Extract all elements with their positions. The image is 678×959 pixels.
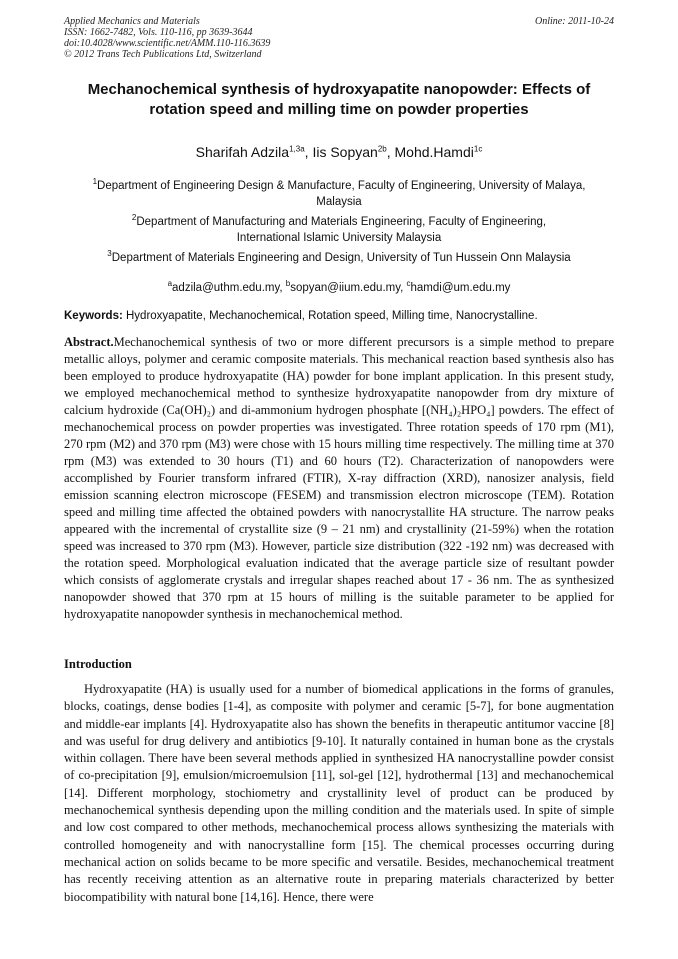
keywords-text: Hydroxyapatite, Mechanochemical, Rotation speed, Milling time, Nanocrystalline.: [126, 310, 538, 322]
affiliation-superscript: 3: [107, 249, 112, 259]
abstract-label: Abstract.: [64, 335, 114, 349]
affiliation-text: Department of Manufacturing and Materials Engineering, Faculty of Engineering,: [136, 216, 547, 228]
affiliation-2: [60, 214, 618, 246]
email-link[interactable]: adzila@uthm.edu.my: [172, 282, 280, 294]
author-superscript: 1,3a: [289, 144, 305, 154]
author-list: Sharifah Adzila$^{1,3a}$, Iis Sopyan$^{2b}$, Mohd.Hamdi$^{1c}$: [195, 144, 483, 160]
affiliation-3: [60, 250, 618, 266]
affiliation-text: Malaysia: [316, 196, 362, 208]
email-superscript: b: [285, 279, 291, 289]
copyright-line: © 2012 Trans Tech Publications Ltd, Switzerland: [64, 49, 262, 60]
affiliation-text: Department of Engineering Design & Manufacture, Faculty of Engineering, University of Malaya,: [97, 180, 586, 192]
keywords-label: Keywords:: [64, 310, 123, 322]
running-header: [64, 16, 270, 60]
email-link[interactable]: hamdi@um.edu.my: [410, 282, 511, 294]
doi-line: doi:10.4028/www.scientific.net/AMM.110-116.3639: [64, 38, 271, 49]
email-superscript: c: [406, 279, 411, 289]
affiliation-text: International Islamic University Malaysia: [236, 232, 442, 244]
issn-line: ISSN: 1662-7482, Vols. 110-116, pp 3639-3644: [64, 27, 253, 38]
paper-title: [60, 80, 618, 120]
introduction-heading: Introduction: [64, 657, 132, 671]
affiliation-superscript: 2: [131, 213, 137, 223]
author-name: Sharifah Adzila: [195, 144, 290, 160]
email-list: $^a$adzila@uthm.edu.my, $^b$sopyan@iium.edu.my, $^c$hamdi@um.edu.my: [167, 279, 511, 294]
introduction-text: Hydroxyapatite (HA) is usually used for a number of biomedical applications in the forms of granules, blocks, coatings, dense bodies [1-4], as composite with polymer and ceramic [5-7], for bone augmentation and middle-ear implants [4]. Hydroxyapatite also has shown the benefits in therapeutic antitumor vaccine [8] and was useful for drug delivery and antibiotics [9-10]. It naturally contained in human bone as the crystals within collagen. There have been several methods applied in synthesized HA nanocrystalline powder consist of co-precipitation [9], emulsion/microemulsion [11], sol-gel [12], hydrothermal [13] and mechanochemical [14]. Different morphology, stochiometry and crystallinity level of product can be produced by mechanochemical synthesis depending upon the milling condition and the materials used. In spite of simple and low cost compared to other methods, mechanochemical process allows synthesizing the materials with controlled homogeneity and with nanocrystalline form [15]. The chemical processes occurring during mechanical action on solids became to be more specific and versatile. Besides, mechanochemical treatment has recently receiving attention as an alternative route in preparing materials characterized by better biocompatibility with natural bone [14,16]. Hence, there were: [64, 682, 614, 904]
online-date: Online: 2011-10-24: [535, 16, 614, 27]
author-name: Iis Sopyan: [312, 144, 378, 160]
author-superscript: 1c: [473, 144, 483, 154]
author-name: Mohd.Hamdi: [394, 144, 474, 160]
title-line-1: Mechanochemical synthesis of hydroxyapatite nanopowder: Effects of: [87, 81, 591, 98]
author-superscript: 2b: [377, 144, 387, 154]
affiliation-text: Department of Materials Engineering and Design, University of Tun Hussein Onn Malaysia: [111, 252, 571, 264]
title-line-2: rotation speed and milling time on powder properties: [149, 101, 529, 118]
email-superscript: a: [167, 279, 173, 289]
email-link[interactable]: sopyan@iium.edu.my: [290, 282, 401, 294]
affiliation-1: [60, 178, 618, 210]
abstract-text: Mechanochemical synthesis of two or more different precursors is a simple method to prepare metallic alloys, polymer and ceramic composite materials. This mechanical reaction based synthesis also has been employed to produce hydroxyapatite (HA) powder for bone implant application. In this present study, we employed mechanochemical method to synthesize hydroxyapatite nanopowder from dry mixture of calcium hydroxide (Ca(OH)₂) and di-ammonium hydrogen phosphate [(NH₄)₂HPO₄] powders. The effect of mechanochemical process on powder properties was investigated. Three rotation speeds of 170 rpm (M1), 270 rpm (M2) and 370 rpm (M3) were chose with 15 hours milling time respectively. The milling time at 370 rpm (M3) was extended to 30 hours (T1) and 60 hours (T2). Characterization of nanopowders were accomplished by Fourier transform infrared (FTIR), X-ray diffraction (XRD), nanosizer analysis, field emission scanning electron microscope (FESEM) and transmission electron microscope (TEM). Rotation speed and milling time affected the obtained powders with nanocrystallite HA structure. The narrow peaks appeared with the incremental of crystallite size (9 – 21 nm) and crystallinity (21-59%) when the rotation speed was increased to 370 rpm (M3). However, particle size distribution (322 -192 nm) was decreased with the rotation speed. Morphological evaluation indicated that the average particle size of resultant powder which consists of agglomerate crystals and irregular shapes reached about 17 - 36 nm. The as synthesized nanopowder showed that 370 rpm at 15 hours of milling is the suitable parameter to be applied for hydroxyapatite nanopowder synthesis in mechanochemical method.: [64, 335, 614, 621]
affiliation-superscript: 1: [92, 177, 98, 187]
journal-name: Applied Mechanics and Materials: [64, 16, 200, 27]
keywords-line: [64, 310, 614, 322]
abstract: [64, 334, 614, 623]
